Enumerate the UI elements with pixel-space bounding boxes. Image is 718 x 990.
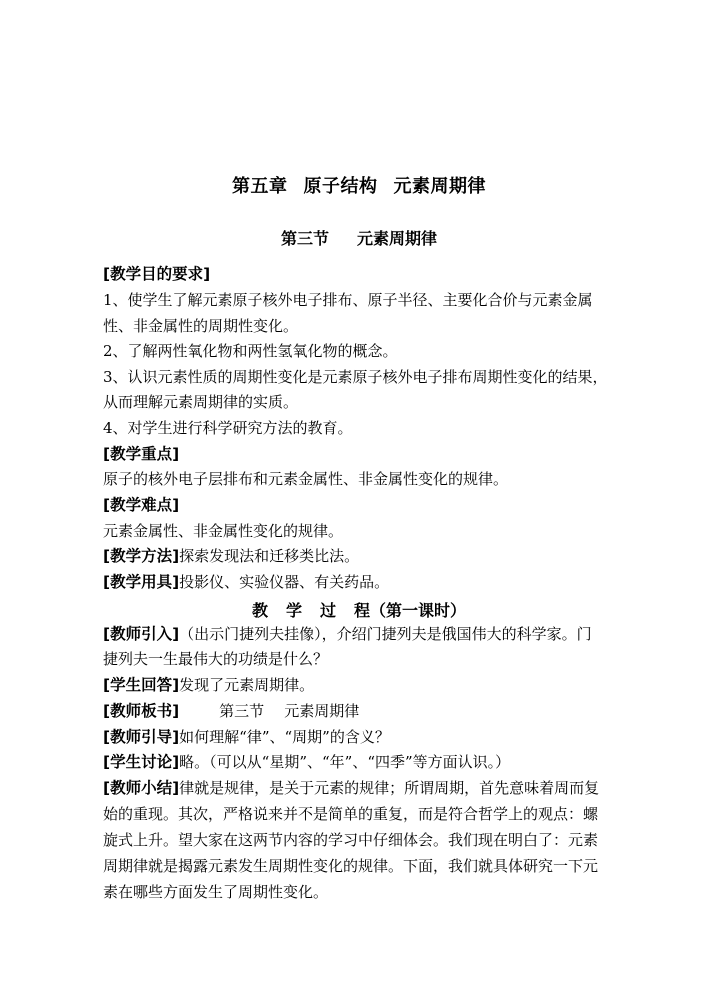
student-answer-tag: [学生回答]: [103, 676, 180, 694]
objective-line: 性、非金属性的周期性变化。: [103, 317, 299, 335]
objective-line: 1、使学生了解元素原子核外电子排布、原子半径、主要化合价与元素金属: [103, 291, 593, 309]
difficulties-heading: [教学难点]: [103, 496, 180, 514]
objectives-heading: [教学目的要求]: [103, 265, 211, 283]
board-section-number: 第三节: [219, 702, 265, 720]
section-name: 元素周期律: [357, 229, 438, 248]
summary-line: 旋式上升。望大家在这两节内容的学习中仔细体会。我们现在明白了：元素: [103, 831, 599, 849]
tools-text: 投影仪、实验仪器、有关药品。: [179, 573, 390, 591]
process-char: 学: [285, 601, 302, 620]
student-discuss-line: [103, 752, 510, 772]
student-discuss-text: 略。（可以从“星期”、“年”、“四季”等方面认识。）: [179, 753, 511, 771]
teacher-board-line: [103, 701, 359, 721]
key-points-heading: [教学重点]: [103, 445, 180, 463]
teacher-summary-tag: [教师小结]: [103, 779, 180, 797]
student-answer-text: 发现了元素周期律。: [179, 676, 315, 694]
summary-line: 周期律就是揭露元素发生周期性变化的规律。下面，我们就具体研究一下元: [103, 857, 599, 875]
methods-line: [103, 546, 359, 566]
teacher-intro-text: （出示门捷列夫挂像），介绍门捷列夫是俄国伟大的科学家。门: [179, 625, 592, 643]
section-number: 第三节: [280, 229, 329, 248]
process-title: [0, 598, 718, 621]
teacher-intro-continued: 捷列夫一生最伟大的功绩是什么？: [103, 650, 329, 668]
teacher-summary-text: 律就是规律，是关于元素的规律；所谓周期，首先意味着周而复: [179, 779, 600, 797]
chapter-topic: 原子结构: [303, 176, 378, 197]
objective-line: 3、认识元素性质的周期性变化是元素原子核外电子排布周期性变化的结果，: [103, 368, 608, 386]
process-char: 程: [354, 601, 371, 620]
objective-line: 从而理解元素周期律的实质。: [103, 393, 299, 411]
teacher-intro-line: [103, 624, 592, 644]
process-char: 过: [319, 601, 336, 620]
chapter-number: 第五章: [232, 176, 288, 197]
board-section-name: 元素周期律: [284, 702, 360, 720]
chapter-title: [0, 172, 718, 198]
objective-line: 4、对学生进行科学研究方法的教育。: [103, 419, 353, 437]
student-answer-line: [103, 675, 314, 695]
teacher-summary-line: [103, 778, 599, 798]
section-title: [0, 226, 718, 249]
methods-heading: [教学方法]: [103, 547, 180, 565]
teacher-intro-tag: [教师引入]: [103, 625, 180, 643]
teacher-board-tag: [教师板书]: [103, 702, 180, 720]
student-discuss-tag: [学生讨论]: [103, 753, 180, 771]
methods-text: 探索发现法和迁移类比法。: [179, 547, 360, 565]
difficulties-text: 元素金属性、非金属性变化的规律。: [103, 522, 344, 540]
tools-line: [103, 572, 389, 592]
teacher-guide-line: [103, 727, 390, 747]
process-char: 教: [251, 601, 268, 620]
summary-line: 素在哪些方面发生了周期性变化。: [103, 883, 329, 901]
teacher-guide-tag: [教师引导]: [103, 728, 180, 746]
objective-line: 2、了解两性氧化物和两性氢氧化物的概念。: [103, 342, 398, 360]
teacher-guide-text: 如何理解“律”、“周期”的含义？: [179, 728, 390, 746]
chapter-subtopic: 元素周期律: [393, 176, 486, 197]
summary-line: 始的重现。其次，严格说来并不是简单的重复，而是符合哲学上的观点：螺: [103, 805, 599, 823]
process-lesson: （第一课时）: [370, 601, 467, 620]
key-points-text: 原子的核外电子层排布和元素金属性、非金属性变化的规律。: [103, 470, 509, 488]
tools-heading: [教学用具]: [103, 573, 180, 591]
